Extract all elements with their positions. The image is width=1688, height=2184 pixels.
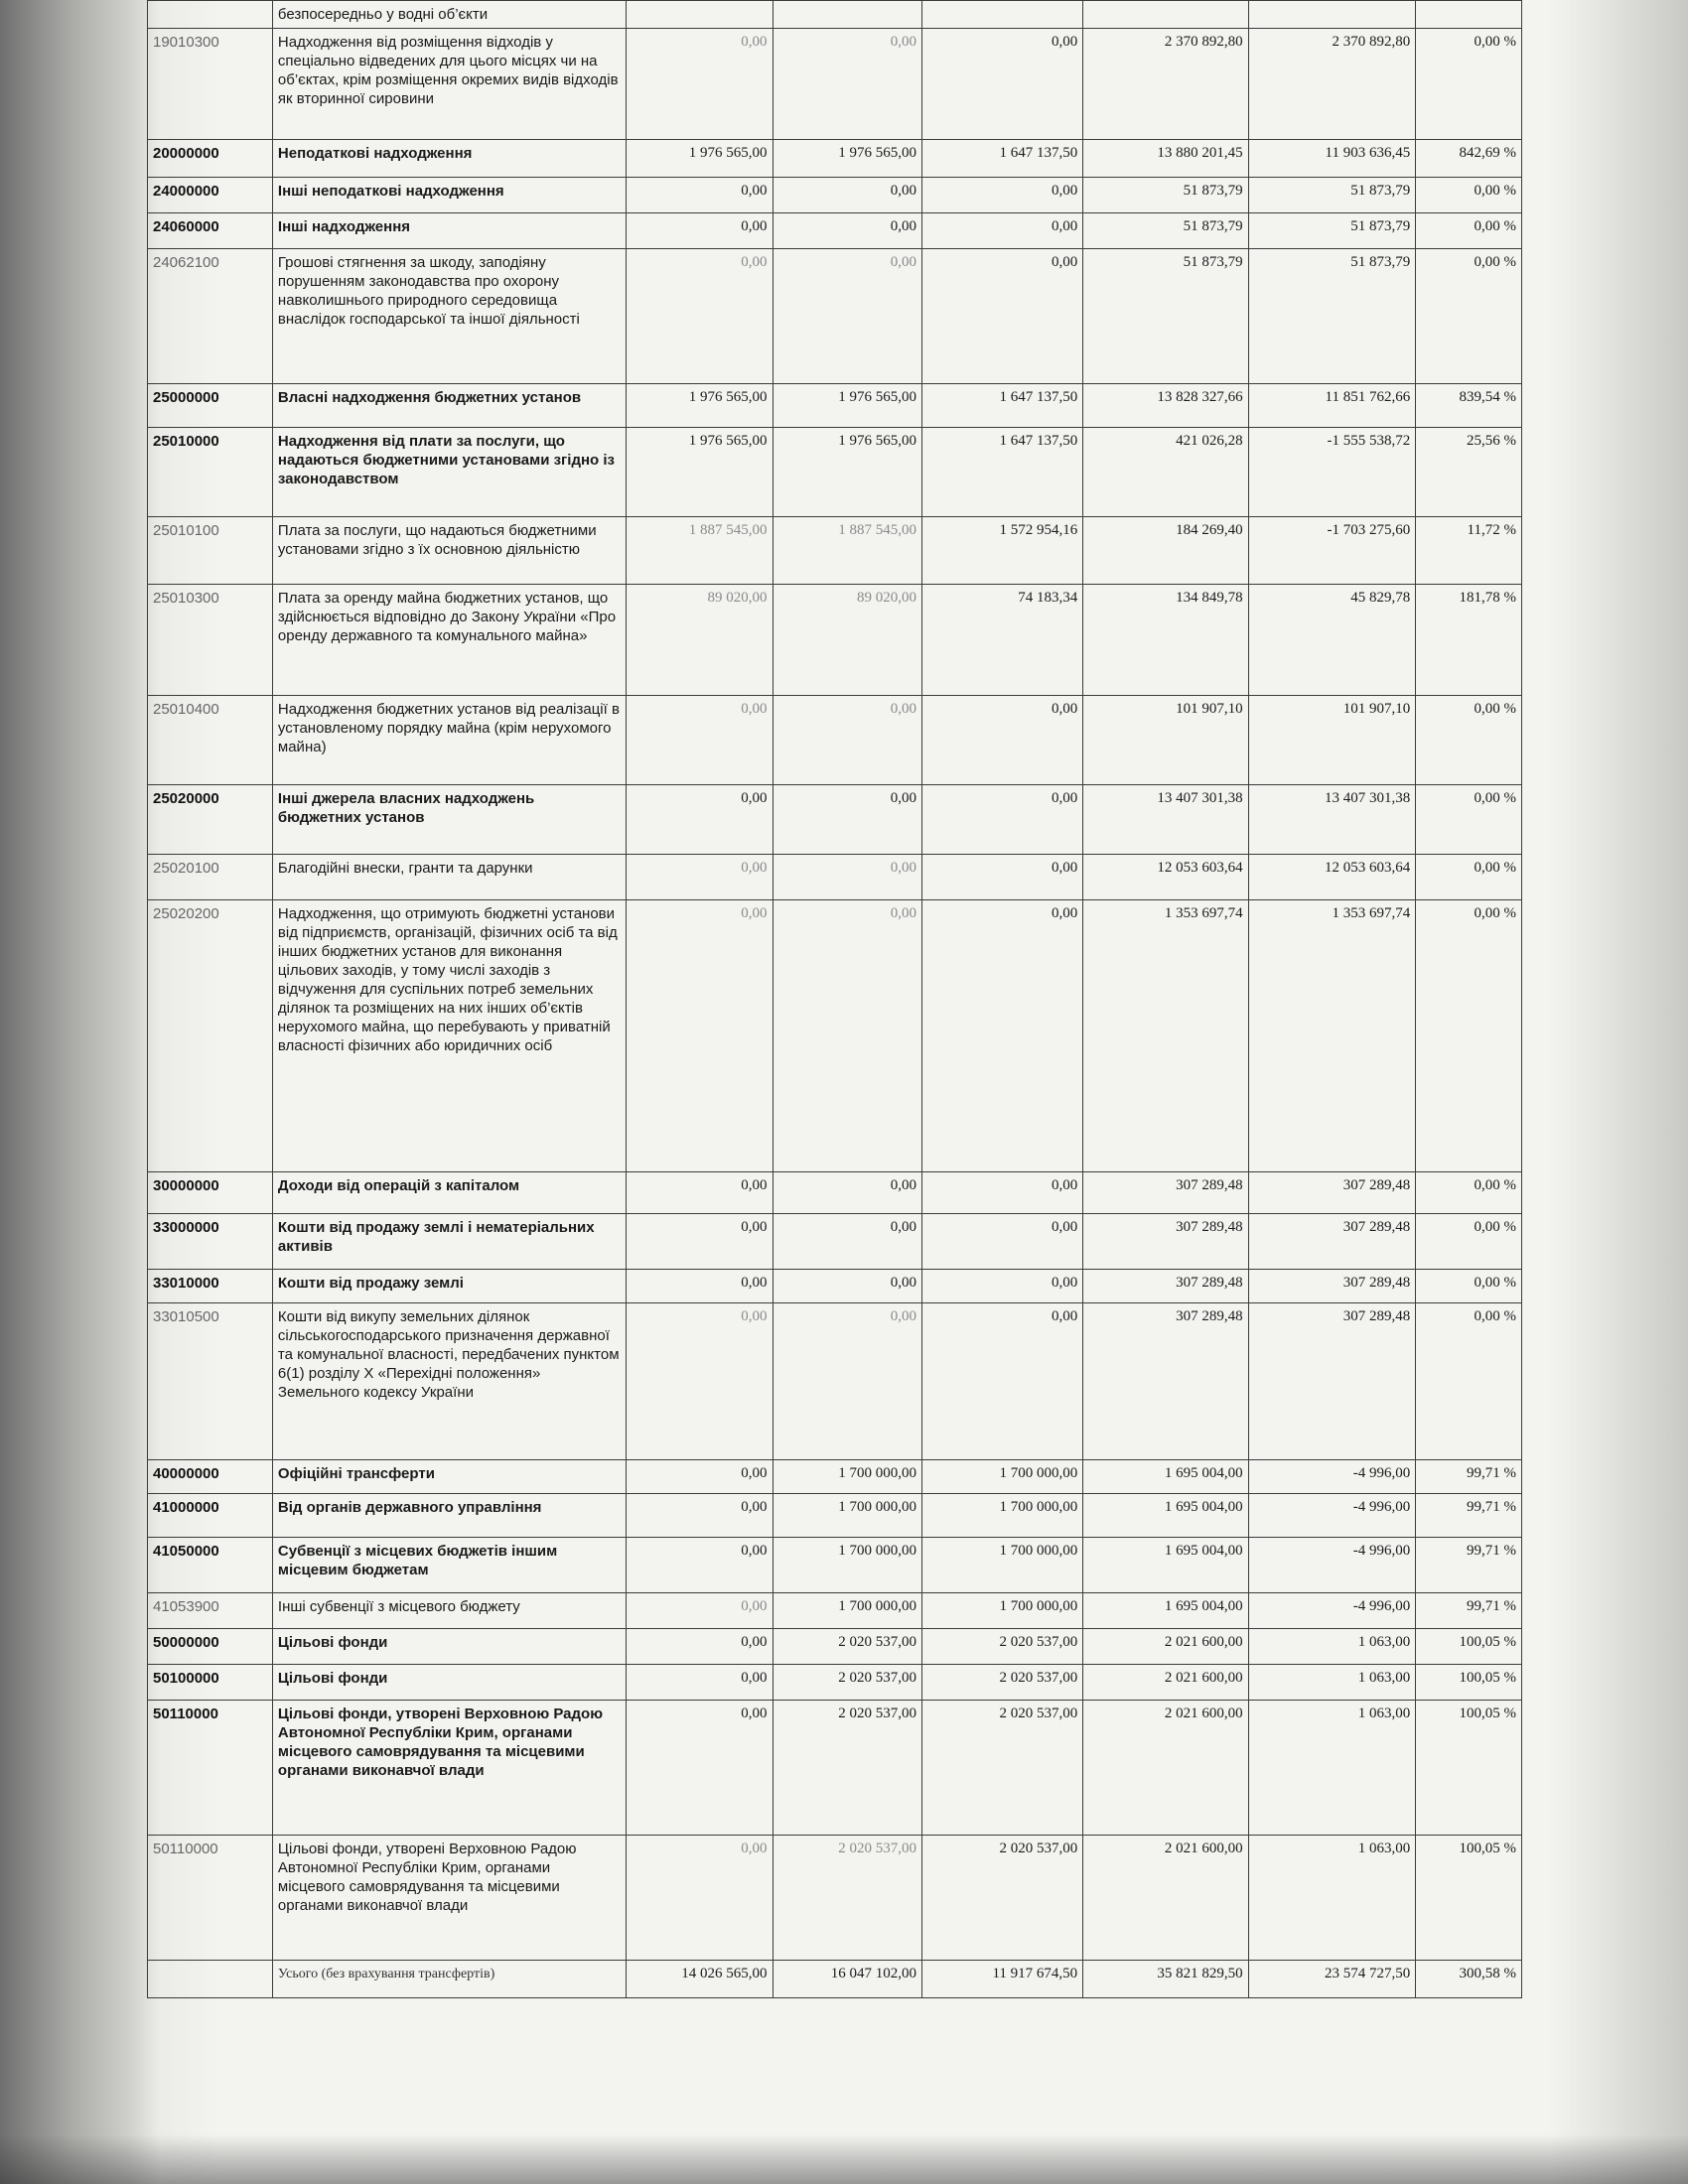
execution-percent-cell: 11,72 % — [1416, 517, 1522, 585]
table-row — [148, 1214, 1522, 1270]
approved-plan-cell: 0,00 — [627, 249, 773, 384]
budget-code-cell: 25010300 — [148, 585, 273, 696]
execution-percent-cell: 0,00 % — [1416, 855, 1522, 900]
budget-code-cell: 25010000 — [148, 428, 273, 517]
table-row — [148, 1460, 1522, 1494]
execution-percent-cell: 99,71 % — [1416, 1494, 1522, 1538]
actual-cell: 51 873,79 — [1083, 249, 1248, 384]
execution-percent-cell: 25,56 % — [1416, 428, 1522, 517]
execution-percent-cell: 99,71 % — [1416, 1460, 1522, 1494]
actual-cell: 13 828 327,66 — [1083, 384, 1248, 428]
adjusted-plan-cell — [773, 1, 921, 29]
adjusted-plan-cell: 1 700 000,00 — [773, 1460, 921, 1494]
revenue-name-cell: Надходження від плати за послуги, що надаються бюджетними установами згідно із законодавством — [272, 428, 626, 517]
actual-cell: 184 269,40 — [1083, 517, 1248, 585]
table-row — [148, 1270, 1522, 1303]
execution-percent-cell: 100,05 % — [1416, 1701, 1522, 1836]
deviation-cell: 1 063,00 — [1248, 1629, 1416, 1665]
execution-percent-cell: 842,69 % — [1416, 140, 1522, 178]
execution-percent-cell: 300,58 % — [1416, 1961, 1522, 1998]
total-row — [148, 1961, 1522, 1998]
revenue-name-cell: Інші субвенції з місцевого бюджету — [272, 1593, 626, 1629]
approved-plan-cell: 0,00 — [627, 29, 773, 140]
revenue-name-cell: Кошти від продажу землі і нематеріальних активів — [272, 1214, 626, 1270]
table-row — [148, 178, 1522, 213]
deviation-cell: 1 063,00 — [1248, 1665, 1416, 1701]
execution-percent-cell: 0,00 % — [1416, 900, 1522, 1172]
approved-plan-cell: 0,00 — [627, 696, 773, 785]
adjusted-plan-cell: 0,00 — [773, 29, 921, 140]
period-plan-cell: 0,00 — [922, 1214, 1083, 1270]
approved-plan-cell: 1 976 565,00 — [627, 428, 773, 517]
revenue-name-cell: Власні надходження бюджетних установ — [272, 384, 626, 428]
execution-percent-cell: 181,78 % — [1416, 585, 1522, 696]
period-plan-cell: 0,00 — [922, 855, 1083, 900]
deviation-cell: 23 574 727,50 — [1248, 1961, 1416, 1998]
approved-plan-cell: 1 976 565,00 — [627, 140, 773, 178]
budget-code-cell: 50100000 — [148, 1665, 273, 1701]
period-plan-cell: 1 700 000,00 — [922, 1494, 1083, 1538]
revenue-name-cell: Цільові фонди — [272, 1629, 626, 1665]
approved-plan-cell: 1 976 565,00 — [627, 384, 773, 428]
approved-plan-cell: 0,00 — [627, 1538, 773, 1593]
table-row — [148, 1538, 1522, 1593]
period-plan-cell: 0,00 — [922, 29, 1083, 140]
budget-code-cell: 25020200 — [148, 900, 273, 1172]
revenue-name-cell: Інші надходження — [272, 213, 626, 249]
table-row — [148, 1593, 1522, 1629]
approved-plan-cell: 0,00 — [627, 1665, 773, 1701]
revenue-name-cell: Грошові стягнення за шкоду, заподіяну порушенням законодавства про охорону навколишнього природного середовища внаслідок господарської та іншої діяльності — [272, 249, 626, 384]
budget-code-cell: 25010100 — [148, 517, 273, 585]
budget-code-cell: 50110000 — [148, 1701, 273, 1836]
budget-code-cell: 25020100 — [148, 855, 273, 900]
period-plan-cell: 1 647 137,50 — [922, 140, 1083, 178]
actual-cell: 1 353 697,74 — [1083, 900, 1248, 1172]
period-plan-cell: 1 572 954,16 — [922, 517, 1083, 585]
actual-cell: 51 873,79 — [1083, 213, 1248, 249]
period-plan-cell: 1 700 000,00 — [922, 1593, 1083, 1629]
deviation-cell: 12 053 603,64 — [1248, 855, 1416, 900]
table-row — [148, 1701, 1522, 1836]
revenue-name-cell: Неподаткові надходження — [272, 140, 626, 178]
execution-percent-cell: 0,00 % — [1416, 1172, 1522, 1214]
table-row — [148, 517, 1522, 585]
period-plan-cell: 74 183,34 — [922, 585, 1083, 696]
table-body — [148, 1, 1522, 1998]
budget-code-cell: 33010000 — [148, 1270, 273, 1303]
actual-cell: 307 289,48 — [1083, 1214, 1248, 1270]
execution-percent-cell: 0,00 % — [1416, 249, 1522, 384]
revenue-name-cell: Цільові фонди, утворені Верховною Радою Автономної Республіки Крим, органами місцевого самоврядування та місцевими органами виконавчої влади — [272, 1836, 626, 1961]
revenue-name-cell: Плата за оренду майна бюджетних установ, що здійснюється відповідно до Закону України «Про оренду державного та комунального майна» — [272, 585, 626, 696]
actual-cell: 1 695 004,00 — [1083, 1538, 1248, 1593]
actual-cell: 2 370 892,80 — [1083, 29, 1248, 140]
budget-code-cell: 50110000 — [148, 1836, 273, 1961]
approved-plan-cell: 0,00 — [627, 1460, 773, 1494]
deviation-cell: 11 851 762,66 — [1248, 384, 1416, 428]
table-row — [148, 785, 1522, 855]
revenue-name-cell: Кошти від викупу земельних ділянок сільськогосподарського призначення державної та комунальної власності, передбачених пунктом 6(1) розділу X «Перехідні положення» Земельного кодексу України — [272, 1303, 626, 1460]
table-row — [148, 585, 1522, 696]
approved-plan-cell: 89 020,00 — [627, 585, 773, 696]
approved-plan-cell: 0,00 — [627, 1270, 773, 1303]
execution-percent-cell: 100,05 % — [1416, 1836, 1522, 1961]
deviation-cell: 1 063,00 — [1248, 1836, 1416, 1961]
actual-cell: 13 407 301,38 — [1083, 785, 1248, 855]
approved-plan-cell: 0,00 — [627, 1836, 773, 1961]
execution-percent-cell: 100,05 % — [1416, 1665, 1522, 1701]
execution-percent-cell: 100,05 % — [1416, 1629, 1522, 1665]
adjusted-plan-cell: 0,00 — [773, 249, 921, 384]
period-plan-cell: 0,00 — [922, 1303, 1083, 1460]
budget-code-cell: 20000000 — [148, 140, 273, 178]
table-row — [148, 1836, 1522, 1961]
revenue-name-cell: Кошти від продажу землі — [272, 1270, 626, 1303]
actual-cell: 1 695 004,00 — [1083, 1494, 1248, 1538]
table-row — [148, 1, 1522, 29]
adjusted-plan-cell: 1 976 565,00 — [773, 428, 921, 517]
actual-cell: 1 695 004,00 — [1083, 1593, 1248, 1629]
period-plan-cell: 1 647 137,50 — [922, 428, 1083, 517]
table-row — [148, 29, 1522, 140]
adjusted-plan-cell: 1 976 565,00 — [773, 140, 921, 178]
budget-code-cell: 41000000 — [148, 1494, 273, 1538]
adjusted-plan-cell: 0,00 — [773, 213, 921, 249]
period-plan-cell: 1 647 137,50 — [922, 384, 1083, 428]
deviation-cell: 2 370 892,80 — [1248, 29, 1416, 140]
execution-percent-cell: 0,00 % — [1416, 1214, 1522, 1270]
approved-plan-cell: 0,00 — [627, 900, 773, 1172]
deviation-cell: 307 289,48 — [1248, 1214, 1416, 1270]
period-plan-cell: 0,00 — [922, 249, 1083, 384]
deviation-cell: -4 996,00 — [1248, 1593, 1416, 1629]
period-plan-cell: 0,00 — [922, 1172, 1083, 1214]
approved-plan-cell: 0,00 — [627, 855, 773, 900]
actual-cell: 1 695 004,00 — [1083, 1460, 1248, 1494]
period-plan-cell: 11 917 674,50 — [922, 1961, 1083, 1998]
deviation-cell: 51 873,79 — [1248, 213, 1416, 249]
revenue-name-cell: Цільові фонди — [272, 1665, 626, 1701]
adjusted-plan-cell: 1 700 000,00 — [773, 1494, 921, 1538]
budget-code-cell: 24000000 — [148, 178, 273, 213]
adjusted-plan-cell: 1 700 000,00 — [773, 1593, 921, 1629]
revenue-name-cell: Інші джерела власних надходжень бюджетних установ — [272, 785, 626, 855]
revenue-name-cell: Офіційні трансферти — [272, 1460, 626, 1494]
execution-percent-cell — [1416, 1, 1522, 29]
adjusted-plan-cell: 0,00 — [773, 1270, 921, 1303]
deviation-cell: -1 555 538,72 — [1248, 428, 1416, 517]
adjusted-plan-cell: 1 700 000,00 — [773, 1538, 921, 1593]
deviation-cell: 307 289,48 — [1248, 1172, 1416, 1214]
period-plan-cell: 2 020 537,00 — [922, 1836, 1083, 1961]
period-plan-cell: 0,00 — [922, 900, 1083, 1172]
budget-code-cell: 25010400 — [148, 696, 273, 785]
actual-cell: 307 289,48 — [1083, 1303, 1248, 1460]
table-row — [148, 140, 1522, 178]
deviation-cell — [1248, 1, 1416, 29]
deviation-cell: -1 703 275,60 — [1248, 517, 1416, 585]
deviation-cell: 101 907,10 — [1248, 696, 1416, 785]
actual-cell: 307 289,48 — [1083, 1172, 1248, 1214]
deviation-cell: 1 353 697,74 — [1248, 900, 1416, 1172]
deviation-cell: 13 407 301,38 — [1248, 785, 1416, 855]
adjusted-plan-cell: 0,00 — [773, 1214, 921, 1270]
adjusted-plan-cell: 0,00 — [773, 1172, 921, 1214]
table-row — [148, 855, 1522, 900]
approved-plan-cell: 14 026 565,00 — [627, 1961, 773, 1998]
approved-plan-cell: 0,00 — [627, 1593, 773, 1629]
actual-cell: 421 026,28 — [1083, 428, 1248, 517]
approved-plan-cell: 0,00 — [627, 1303, 773, 1460]
period-plan-cell: 1 700 000,00 — [922, 1538, 1083, 1593]
deviation-cell: -4 996,00 — [1248, 1538, 1416, 1593]
table-row — [148, 696, 1522, 785]
adjusted-plan-cell: 2 020 537,00 — [773, 1629, 921, 1665]
period-plan-cell — [922, 1, 1083, 29]
revenue-name-cell: Інші неподаткові надходження — [272, 178, 626, 213]
adjusted-plan-cell: 16 047 102,00 — [773, 1961, 921, 1998]
deviation-cell: 307 289,48 — [1248, 1270, 1416, 1303]
adjusted-plan-cell: 2 020 537,00 — [773, 1836, 921, 1961]
period-plan-cell: 0,00 — [922, 178, 1083, 213]
scan-edge-shadow — [0, 2134, 1688, 2184]
approved-plan-cell: 0,00 — [627, 213, 773, 249]
budget-code-cell: 24062100 — [148, 249, 273, 384]
actual-cell — [1083, 1, 1248, 29]
revenue-name-cell: Цільові фонди, утворені Верховною Радою Автономної Республіки Крим, органами місцевого самоврядування та місцевими органами виконавчої влади — [272, 1701, 626, 1836]
period-plan-cell: 0,00 — [922, 213, 1083, 249]
approved-plan-cell: 0,00 — [627, 1214, 773, 1270]
budget-code-cell: 25020000 — [148, 785, 273, 855]
revenue-name-cell: безпосередньо у водні об’єкти — [272, 1, 626, 29]
period-plan-cell: 0,00 — [922, 785, 1083, 855]
approved-plan-cell: 0,00 — [627, 785, 773, 855]
budget-code-cell — [148, 1961, 273, 1998]
actual-cell: 134 849,78 — [1083, 585, 1248, 696]
approved-plan-cell: 0,00 — [627, 1629, 773, 1665]
budget-code-cell: 30000000 — [148, 1172, 273, 1214]
revenue-name-cell: Доходи від операцій з капіталом — [272, 1172, 626, 1214]
table-row — [148, 249, 1522, 384]
period-plan-cell: 2 020 537,00 — [922, 1701, 1083, 1836]
period-plan-cell: 0,00 — [922, 1270, 1083, 1303]
budget-code-cell: 33000000 — [148, 1214, 273, 1270]
revenue-name-cell: Плата за послуги, що надаються бюджетними установами згідно з їх основною діяльністю — [272, 517, 626, 585]
revenue-name-cell: Надходження бюджетних установ від реалізації в установленому порядку майна (крім нерухомого майна) — [272, 696, 626, 785]
adjusted-plan-cell: 2 020 537,00 — [773, 1665, 921, 1701]
table-row — [148, 213, 1522, 249]
period-plan-cell: 1 700 000,00 — [922, 1460, 1083, 1494]
approved-plan-cell: 0,00 — [627, 1172, 773, 1214]
execution-percent-cell: 839,54 % — [1416, 384, 1522, 428]
actual-cell: 12 053 603,64 — [1083, 855, 1248, 900]
revenue-name-cell: Усього (без врахування трансфертів) — [272, 1961, 626, 1998]
execution-percent-cell: 99,71 % — [1416, 1538, 1522, 1593]
adjusted-plan-cell: 0,00 — [773, 1303, 921, 1460]
execution-percent-cell: 0,00 % — [1416, 29, 1522, 140]
deviation-cell: 51 873,79 — [1248, 178, 1416, 213]
actual-cell: 2 021 600,00 — [1083, 1629, 1248, 1665]
deviation-cell: 307 289,48 — [1248, 1303, 1416, 1460]
actual-cell: 13 880 201,45 — [1083, 140, 1248, 178]
actual-cell: 101 907,10 — [1083, 696, 1248, 785]
approved-plan-cell: 0,00 — [627, 1701, 773, 1836]
period-plan-cell: 0,00 — [922, 696, 1083, 785]
deviation-cell: -4 996,00 — [1248, 1460, 1416, 1494]
approved-plan-cell — [627, 1, 773, 29]
table-row — [148, 1303, 1522, 1460]
revenue-name-cell: Благодійні внески, гранти та дарунки — [272, 855, 626, 900]
table-row — [148, 384, 1522, 428]
actual-cell: 2 021 600,00 — [1083, 1665, 1248, 1701]
execution-percent-cell: 0,00 % — [1416, 1303, 1522, 1460]
execution-percent-cell: 0,00 % — [1416, 213, 1522, 249]
adjusted-plan-cell: 0,00 — [773, 855, 921, 900]
execution-percent-cell: 0,00 % — [1416, 178, 1522, 213]
budget-revenue-table — [147, 0, 1522, 1998]
budget-code-cell — [148, 1, 273, 29]
actual-cell: 35 821 829,50 — [1083, 1961, 1248, 1998]
approved-plan-cell: 0,00 — [627, 178, 773, 213]
table-row — [148, 1172, 1522, 1214]
adjusted-plan-cell: 1 976 565,00 — [773, 384, 921, 428]
table-row — [148, 428, 1522, 517]
actual-cell: 2 021 600,00 — [1083, 1701, 1248, 1836]
budget-code-cell: 24060000 — [148, 213, 273, 249]
budget-code-cell: 41053900 — [148, 1593, 273, 1629]
actual-cell: 307 289,48 — [1083, 1270, 1248, 1303]
deviation-cell: 51 873,79 — [1248, 249, 1416, 384]
budget-code-cell: 50000000 — [148, 1629, 273, 1665]
adjusted-plan-cell: 1 887 545,00 — [773, 517, 921, 585]
approved-plan-cell: 1 887 545,00 — [627, 517, 773, 585]
revenue-name-cell: Надходження, що отримують бюджетні установи від підприємств, організацій, фізичних осіб та від інших бюджетних установ для виконання цільових заходів, у тому числі заходів з відчуження для суспільних потреб земельних ділянок та розміщених на них інших об’єктів нерухомого майна, що перебувають у приватній власності фізичних або юридичних осіб — [272, 900, 626, 1172]
budget-code-cell: 40000000 — [148, 1460, 273, 1494]
approved-plan-cell: 0,00 — [627, 1494, 773, 1538]
deviation-cell: 11 903 636,45 — [1248, 140, 1416, 178]
budget-code-cell: 25000000 — [148, 384, 273, 428]
budget-code-cell: 19010300 — [148, 29, 273, 140]
adjusted-plan-cell: 2 020 537,00 — [773, 1701, 921, 1836]
execution-percent-cell: 99,71 % — [1416, 1593, 1522, 1629]
period-plan-cell: 2 020 537,00 — [922, 1629, 1083, 1665]
adjusted-plan-cell: 89 020,00 — [773, 585, 921, 696]
adjusted-plan-cell: 0,00 — [773, 900, 921, 1172]
table-row — [148, 1665, 1522, 1701]
deviation-cell: 45 829,78 — [1248, 585, 1416, 696]
budget-code-cell: 41050000 — [148, 1538, 273, 1593]
actual-cell: 51 873,79 — [1083, 178, 1248, 213]
execution-percent-cell: 0,00 % — [1416, 696, 1522, 785]
deviation-cell: 1 063,00 — [1248, 1701, 1416, 1836]
execution-percent-cell: 0,00 % — [1416, 1270, 1522, 1303]
adjusted-plan-cell: 0,00 — [773, 178, 921, 213]
period-plan-cell: 2 020 537,00 — [922, 1665, 1083, 1701]
adjusted-plan-cell: 0,00 — [773, 696, 921, 785]
table-row — [148, 900, 1522, 1172]
deviation-cell: -4 996,00 — [1248, 1494, 1416, 1538]
revenue-name-cell: Від органів державного управління — [272, 1494, 626, 1538]
revenue-name-cell: Субвенції з місцевих бюджетів іншим місцевим бюджетам — [272, 1538, 626, 1593]
table-row — [148, 1494, 1522, 1538]
execution-percent-cell: 0,00 % — [1416, 785, 1522, 855]
table-row — [148, 1629, 1522, 1665]
revenue-name-cell: Надходження від розміщення відходів у спеціально відведених для цього місцях чи на об’єктах, крім розміщення окремих видів відходів як вторинної сировини — [272, 29, 626, 140]
actual-cell: 2 021 600,00 — [1083, 1836, 1248, 1961]
budget-code-cell: 33010500 — [148, 1303, 273, 1460]
adjusted-plan-cell: 0,00 — [773, 785, 921, 855]
